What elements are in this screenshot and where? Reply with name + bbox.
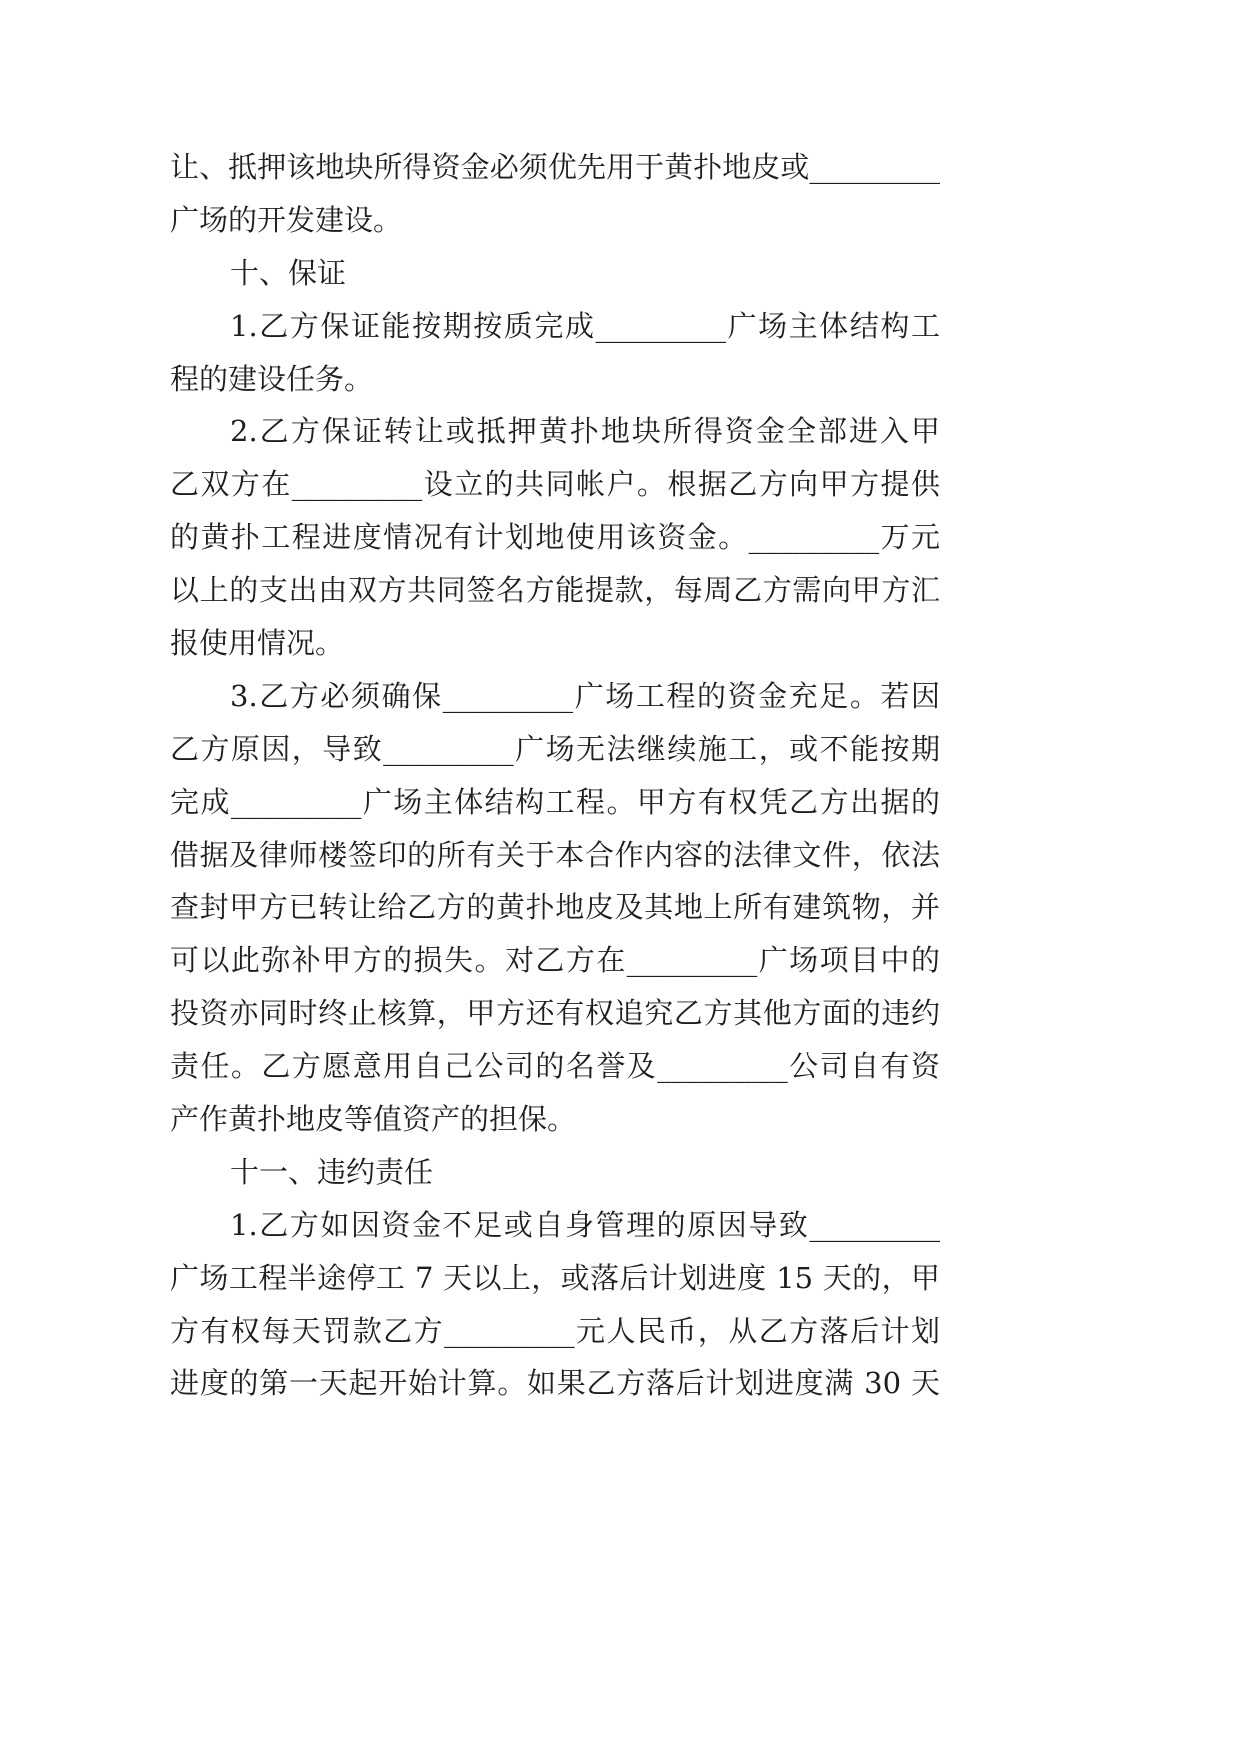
text-line: 广场工程半途停工 7 天以上，或落后计划进度 15 天的，甲	[170, 1260, 940, 1295]
text-line: 以上的支出由双方共同签名方能提款，每周乙方需向甲方汇	[170, 573, 940, 608]
text-line: 1.乙方保证能按期按质完成_________广场主体结构工	[230, 308, 940, 343]
section-heading: 十、保证	[230, 255, 347, 290]
text-line: 方有权每天罚款乙方_________元人民币，从乙方落后计划	[170, 1313, 940, 1348]
text-line: 查封甲方已转让给乙方的黄扑地皮及其地上所有建筑物，并	[170, 890, 940, 925]
document-body	[170, 141, 940, 1410]
text-line: 让、抵押该地块所得资金必须优先用于黄扑地皮或_________	[170, 150, 940, 184]
text-line: 乙双方在_________设立的共同帐户。根据乙方向甲方提供	[170, 467, 940, 502]
text-line: 程的建设任务。	[170, 361, 374, 396]
text-line: 1.乙方如因资金不足或自身管理的原因导致_________	[230, 1207, 940, 1242]
text-line: 产作黄扑地皮等值资产的担保。	[170, 1102, 577, 1137]
text-line: 责任。乙方愿意用自己公司的名誉及_________公司自有资	[170, 1049, 940, 1084]
text-line: 乙方原因，导致_________广场无法继续施工，或不能按期	[170, 731, 940, 766]
text-line: 的黄扑工程进度情况有计划地使用该资金。_________万元	[170, 520, 940, 555]
text-line: 可以此弥补甲方的损失。对乙方在_________广场项目中的	[170, 943, 940, 978]
text-line: 进度的第一天起开始计算。如果乙方落后计划进度满 30 天	[170, 1366, 940, 1401]
text-line: 借据及律师楼签印的所有关于本合作内容的法律文件，依法	[170, 837, 940, 872]
text-line: 投资亦同时终止核算，甲方还有权追究乙方其他方面的违约	[170, 996, 940, 1031]
text-line: 报使用情况。	[170, 626, 345, 661]
section-heading: 十一、违约责任	[230, 1154, 434, 1189]
text-line: 3.乙方必须确保_________广场工程的资金充足。若因	[230, 678, 940, 713]
text-line: 完成_________广场主体结构工程。甲方有权凭乙方出据的	[170, 784, 940, 819]
text-line: 广场的开发建设。	[170, 202, 403, 237]
text-line: 2.乙方保证转让或抵押黄扑地块所得资金全部进入甲	[230, 414, 940, 449]
